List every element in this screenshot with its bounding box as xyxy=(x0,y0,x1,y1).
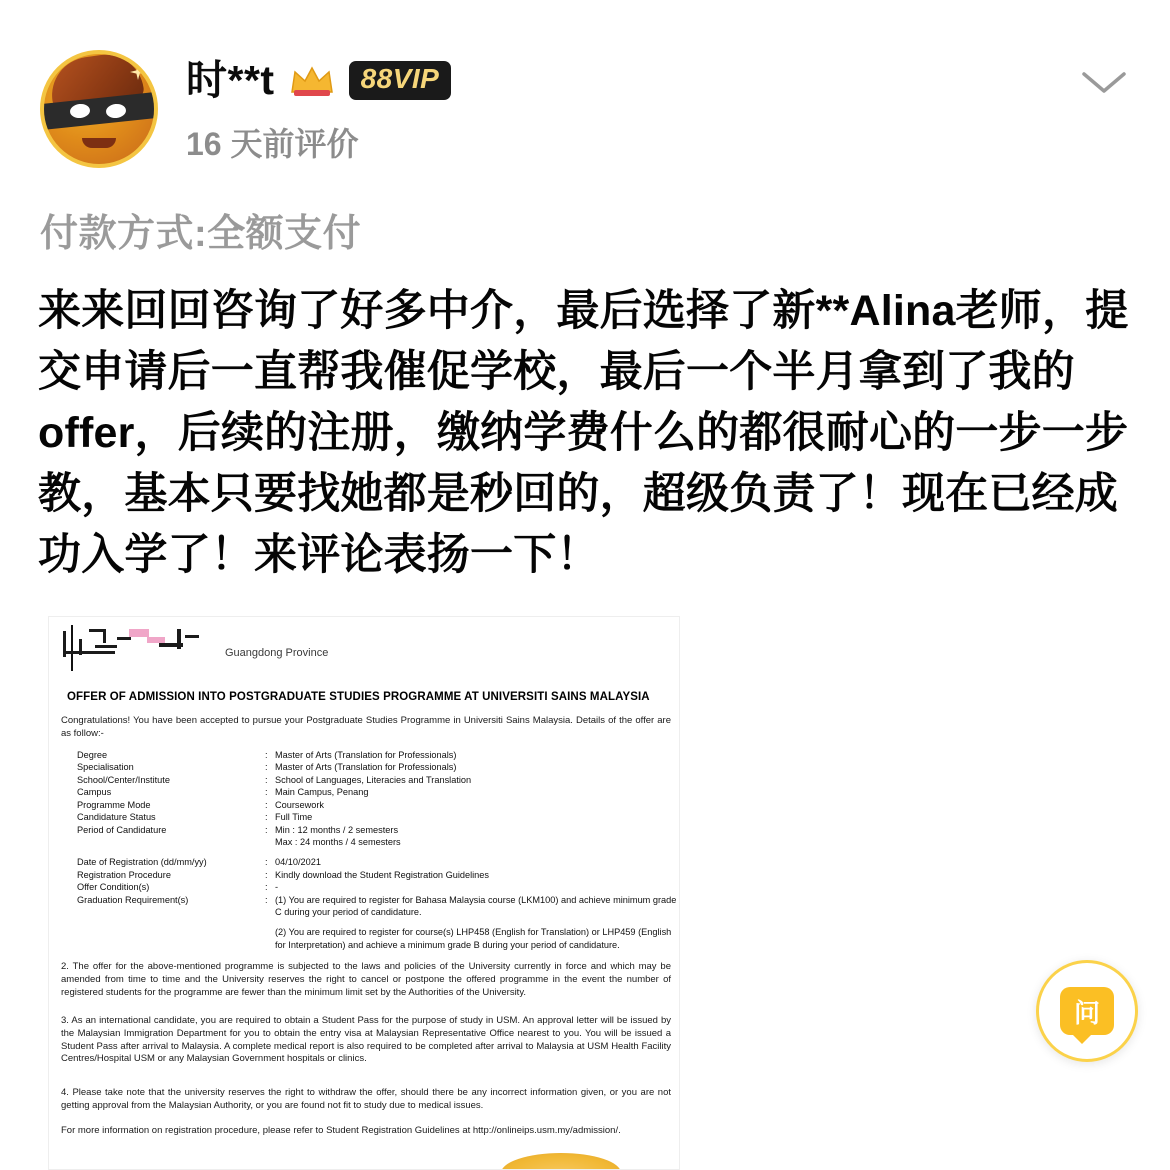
field-value: Main Campus, Penang xyxy=(275,787,369,798)
field-key: Period of Candidature xyxy=(77,824,167,835)
field-colon: : xyxy=(265,812,268,823)
field-colon: : xyxy=(265,869,268,880)
field-key xyxy=(77,926,265,951)
attached-document-image[interactable] xyxy=(48,616,680,1170)
field-value: 04/10/2021 xyxy=(275,857,321,868)
review-timestamp: 16 天前评价 xyxy=(186,126,359,162)
row-spacer xyxy=(77,918,677,926)
username: 时**t xyxy=(186,57,275,103)
document-title: OFFER OF ADMISSION INTO POSTGRADUATE STUDIES PROGRAMME AT UNIVERSITI SAINS MALAYSIA xyxy=(67,691,650,703)
document-congrats: Congratulations! You have been accepted to pursue your Postgraduate Studies Programme in Universiti Sains Malaysia. Details of the offer are as follow:- xyxy=(61,715,671,739)
header-text xyxy=(186,50,1130,165)
field-colon xyxy=(265,926,275,951)
offer-letter xyxy=(49,617,680,1170)
table-row xyxy=(77,786,677,798)
field-key: Degree xyxy=(77,750,108,760)
table-row xyxy=(77,749,677,761)
table-row xyxy=(77,894,677,919)
field-key: Date of Registration (dd/mm/yy) xyxy=(77,857,207,868)
field-key: School/Center/Institute xyxy=(77,774,170,785)
document-clause-4: 4. Please take note that the university reserves the right to withdraw the offer, should there be any incorrect information given, or you are not getting approval from the Malaysian Authority, or you are found not fit to study due to medical issues. xyxy=(61,1087,671,1111)
field-colon: : xyxy=(265,894,268,905)
crown-icon xyxy=(289,64,335,98)
ask-button-label: 问 xyxy=(1073,997,1100,1028)
field-value: (1) You are required to register for Bahasa Malaysia course (LKM100) and achieve minimum grade C during your period of candidature. xyxy=(275,894,677,918)
avatar-mouth xyxy=(82,138,116,148)
document-clause-2: 2. The offer for the above-mentioned programme is subjected to the laws and policies of the University currently in force and which may be amended from time to time and the University reserves the right to cancel or postpone the offered programme in the event the number of registered students for the programme are fewer than the minimum limit set by the Authorities of the University. xyxy=(61,961,671,998)
table-row xyxy=(77,836,677,848)
field-colon: : xyxy=(265,787,268,798)
field-value: Full Time xyxy=(275,812,313,823)
field-key: Offer Condition(s) xyxy=(77,882,150,893)
table-row xyxy=(77,811,677,823)
offer-details-table xyxy=(77,749,677,951)
review-header xyxy=(0,0,1170,168)
field-key: Graduation Requirement(s) xyxy=(77,894,189,905)
field-key: Campus xyxy=(77,787,112,798)
field-value: School of Languages, Literacies and Translation xyxy=(275,774,472,785)
field-value: Coursework xyxy=(275,799,325,810)
table-row xyxy=(77,824,677,836)
field-colon: : xyxy=(265,882,268,893)
name-row xyxy=(186,57,1130,103)
field-colon: : xyxy=(265,857,268,868)
field-value: Master of Arts (Translation for Professionals) xyxy=(275,750,457,760)
official-seal-icon xyxy=(501,1153,621,1170)
field-key: Registration Procedure xyxy=(77,869,171,880)
field-key: Programme Mode xyxy=(77,799,151,810)
field-value: Max : 24 months / 4 semesters xyxy=(275,836,401,847)
avatar[interactable] xyxy=(40,50,158,168)
table-row xyxy=(77,799,677,811)
table-row xyxy=(77,881,677,893)
field-value: Min : 12 months / 2 semesters xyxy=(275,824,399,835)
payment-method: 付款方式:全额支付 xyxy=(40,213,362,255)
document-clause-5: For more information on registration procedure, please refer to Student Registration Guidelines at http://onlineips.usm.my/admission/. xyxy=(61,1125,621,1136)
field-value: Kindly download the Student Registration Guidelines xyxy=(275,869,489,880)
field-colon: : xyxy=(265,762,268,773)
field-colon: : xyxy=(265,824,268,835)
field-key xyxy=(77,836,265,848)
document-clause-3: 3. As an international candidate, you are required to obtain a Student Pass for the purpose of study in USM. An approval letter will be issued by the Malaysian Immigration Department for you to obtain the entry visa at Malaysian Representative Office nearest to you. You will be issued a Student Pass after arrival to Malaysia. A complete medical report is also required to be completed after arrival to Malaysia at USM Health Facility Centres/Hospital USM or any Malaysian Government hospitals or clinics. xyxy=(61,1015,671,1065)
field-colon xyxy=(265,836,275,848)
field-value: - xyxy=(275,882,279,893)
table-row xyxy=(77,761,677,773)
field-colon: : xyxy=(265,774,268,785)
chevron-down-icon[interactable] xyxy=(1080,68,1128,96)
field-value: Master of Arts (Translation for Professionals) xyxy=(275,762,457,773)
ask-bubble-icon xyxy=(1060,987,1114,1035)
field-key: Candidature Status xyxy=(77,812,156,823)
document-organization: Guangdong Province xyxy=(225,647,329,659)
table-row xyxy=(77,869,677,881)
review-body: 来来回回咨询了好多中介，最后选择了新**Alina老师，提交申请后一直帮我催促学校，最后一个半月拿到了我的offer，后续的注册，缴纳学费什么的都很耐心的一步一步教，基本只要找她都是秒回的，超级负责了！现在已经成功入学了！来评论表扬一下！ xyxy=(38,287,1129,580)
table-row xyxy=(77,926,677,951)
ask-question-button[interactable] xyxy=(1036,960,1138,1062)
field-colon: : xyxy=(265,750,268,760)
vip-badge: 88VIP xyxy=(349,61,452,100)
field-colon: : xyxy=(265,799,268,810)
table-row xyxy=(77,774,677,786)
university-logo-icon xyxy=(59,625,219,671)
field-key: Specialisation xyxy=(77,762,134,773)
field-value: (2) You are required to register for course(s) LHP458 (English for Translation) or LHP459 (English for Interpretation) and achieve a minimum grade B during your period of candidature. xyxy=(275,927,672,950)
row-spacer xyxy=(77,848,677,856)
table-row xyxy=(77,856,677,868)
